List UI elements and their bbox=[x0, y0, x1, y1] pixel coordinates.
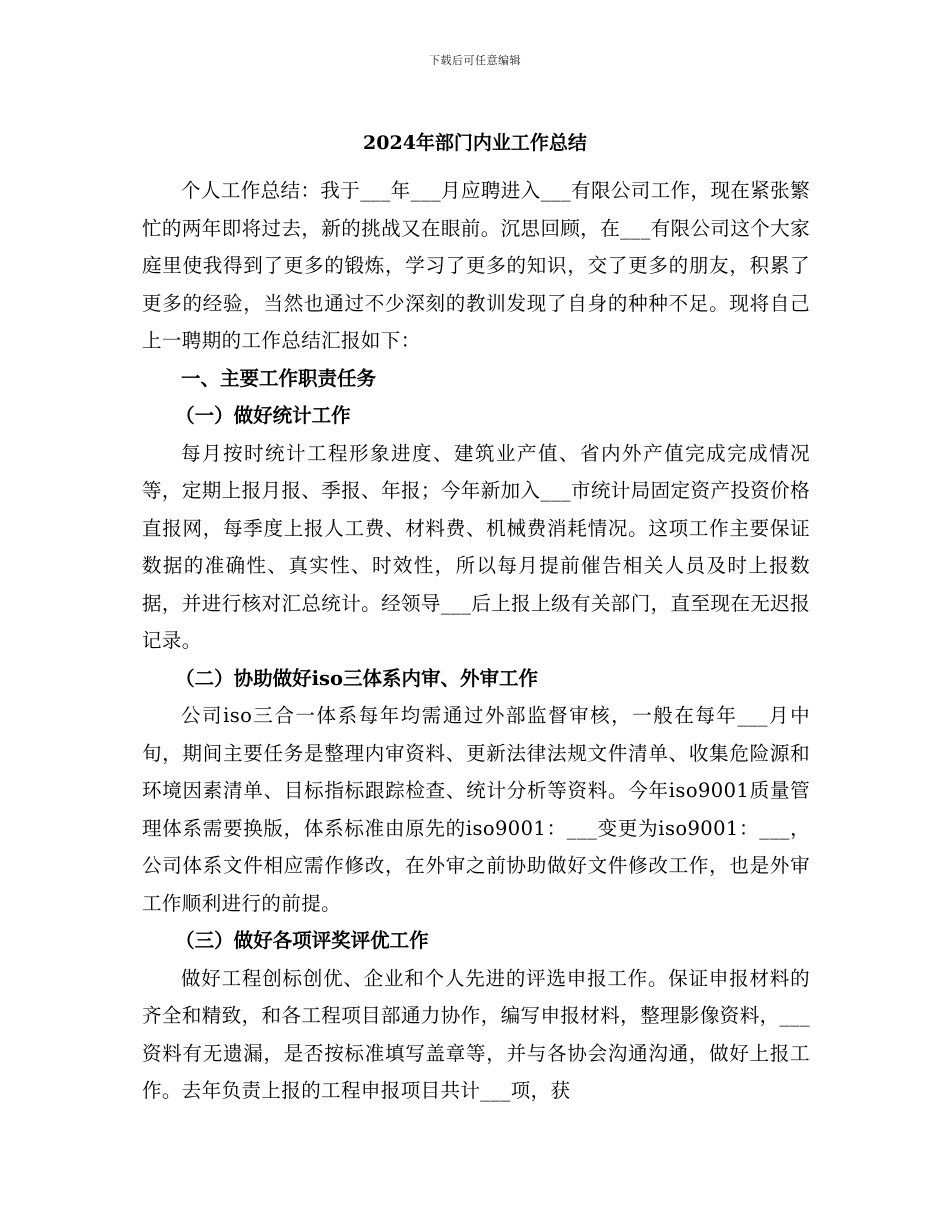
document-body bbox=[142, 172, 810, 1110]
section-heading-main-duties: 一、主要工作职责任务 bbox=[181, 366, 377, 390]
subsection-heading-awards: （三）做好各项评奖评优工作 bbox=[175, 929, 429, 952]
document-title: 2024年部门内业工作总结 bbox=[363, 132, 587, 154]
subsection-heading-iso-audit: （二）协助做好iso三体系内审、外审工作 bbox=[175, 666, 539, 690]
statistics-paragraph: 每月按时统计工程形象进度、建筑业产值、省内外产值完成完成情况等，定期上报月报、季报、年报；今年新加入___市统计局固定资产投资价格直报网，每季度上报人工费、材料费、机械费消耗情况。这项工作主要保证数据的准确性、真实性、时效性，所以每月提前催告相关人员及时上报数据，并进行核对汇总统计。经领导___后上报上级有关部门，直至现在无迟报记录。 bbox=[142, 441, 810, 652]
page-header-note: 下载后可任意编辑 bbox=[429, 54, 521, 67]
iso-audit-paragraph: 公司iso三合一体系每年均需通过外部监督审核，一般在每年___月中旬，期间主要任务是整理内审资料、更新法律法规文件清单、收集危险源和环境因素清单、目标指标跟踪检查、统计分析等资料。今年iso9001质量管理体系需要换版，体系标准由原先的iso9001：___变更为iso9001：___，公司体系文件相应需作修改，在外审之前协助做好文件修改工作，也是外审工作顺利进行的前提。 bbox=[142, 704, 810, 915]
subsection-heading-statistics: （一）做好统计工作 bbox=[175, 404, 351, 427]
intro-paragraph: 个人工作总结：我于___年___月应聘进入___有限公司工作，现在紧张繁忙的两年即将过去，新的挑战又在眼前。沉思回顾，在___有限公司这个大家庭里使我得到了更多的锻炼，学习了更多的知识，交了更多的朋友，积累了更多的经验，当然也通过不少深刻的教训发现了自身的种种不足。现将自己上一聘期的工作总结汇报如下： bbox=[142, 179, 810, 352]
awards-paragraph: 做好工程创标创优、企业和个人先进的评选申报工作。保证申报材料的齐全和精致，和各工程项目部通力协作，编写申报材料，整理影像资料，___资料有无遗漏，是否按标准填写盖章等，并与各协会沟通沟通，做好上报工作。去年负责上报的工程申报项目共计___项，获 bbox=[142, 966, 810, 1102]
